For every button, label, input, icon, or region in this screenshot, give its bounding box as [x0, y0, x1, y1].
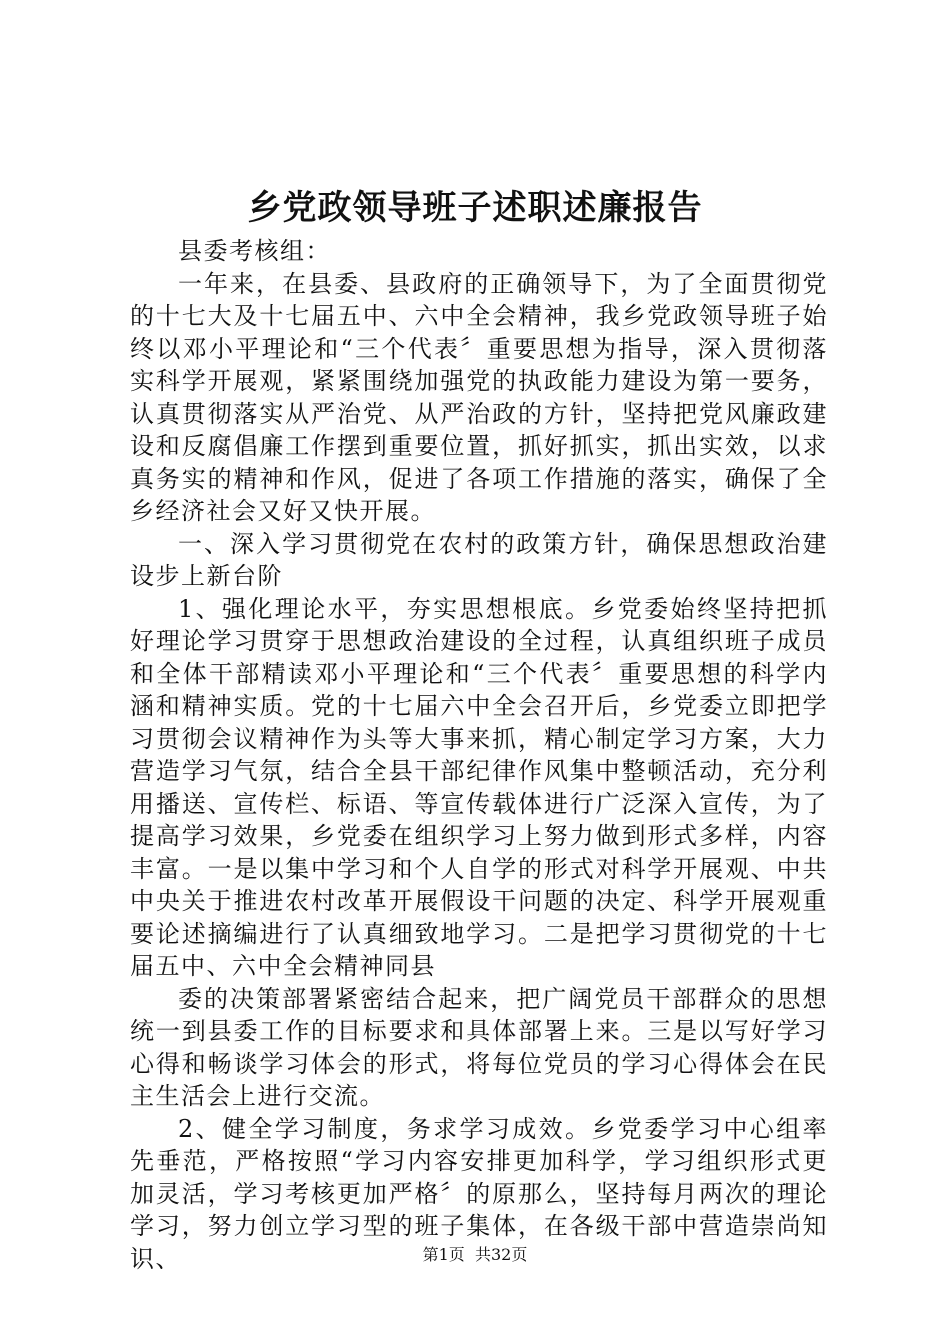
body-paragraph: 2、健全学习制度，务求学习成效。乡党委学习中心组率先垂范，严格按照“学习内容安排更加科学，学习组织形式更加灵活，学习考核更加严格〞的原那么，坚持每月两次的理论学习，努力创立学习型的班子集体，在各级干部中营造崇尚知识、 [130, 1114, 828, 1273]
intro-paragraph: 一年来，在县委、县政府的正确领导下，为了全面贯彻党的十七大及十七届五中、六中全会精神，我乡党政领导班子始终以邓小平理论和“三个代表〞重要思想为指导，深入贯彻落实科学开展观，紧紧围绕加强党的执政能力建设为第一要务，认真贯彻落实从严治党、从严治政的方针，坚持把党风廉政建设和反腐倡廉工作摆到重要位置，抓好抓实，抓出实效，以求真务实的精神和作风，促进了各项工作措施的落实，确保了全乡经济社会又好又快开展。 [130, 269, 828, 525]
total-pages-label: 共32页 [474, 1245, 528, 1264]
footer-spacer [465, 1245, 475, 1264]
current-page-label: 第1页 [422, 1245, 465, 1264]
salutation-paragraph: 县委考核组： [178, 237, 331, 265]
document-title: 乡党政领导班子述职述廉报告 [247, 188, 703, 228]
section-heading-paragraph: 一、深入学习贯彻党在农村的政策方针，确保思想政治建设步上新台阶 [130, 529, 828, 590]
page-footer [0, 1244, 950, 1266]
body-paragraph: 委的决策部署紧密结合起来，把广阔党员干部群众的思想统一到县委工作的目标要求和具体部署上来。三是以写好学习心得和畅谈学习体会的形式，将每位党员的学习心得体会在民主生活会上进行交流。 [130, 984, 828, 1110]
document-body [130, 235, 828, 1275]
body-paragraph: 1、强化理论水平，夯实思想根底。乡党委始终坚持把抓好理论学习贯穿于思想政治建设的全过程，认真组织班子成员和全体干部精读邓小平理论和“三个代表〞重要思想的科学内涵和精神实质。党的十七届六中全会召开后，乡党委立即把学习贯彻会议精神作为头等大事来抓，精心制定学习方案，大力营造学习气氛，结合全县干部纪律作风集中整顿活动，充分利用播送、宣传栏、标语、等宣传载体进行广泛深入宣传，为了提高学习效果，乡党委在组织学习上努力做到形式多样，内容丰富。一是以集中学习和个人自学的形式对科学开展观、中共中央关于推进农村改革开展假设干问题的决定、科学开展观重要论述摘编进行了认真细致地学习。二是把学习贯彻党的十七届五中、六中全会精神同县 [130, 594, 828, 980]
